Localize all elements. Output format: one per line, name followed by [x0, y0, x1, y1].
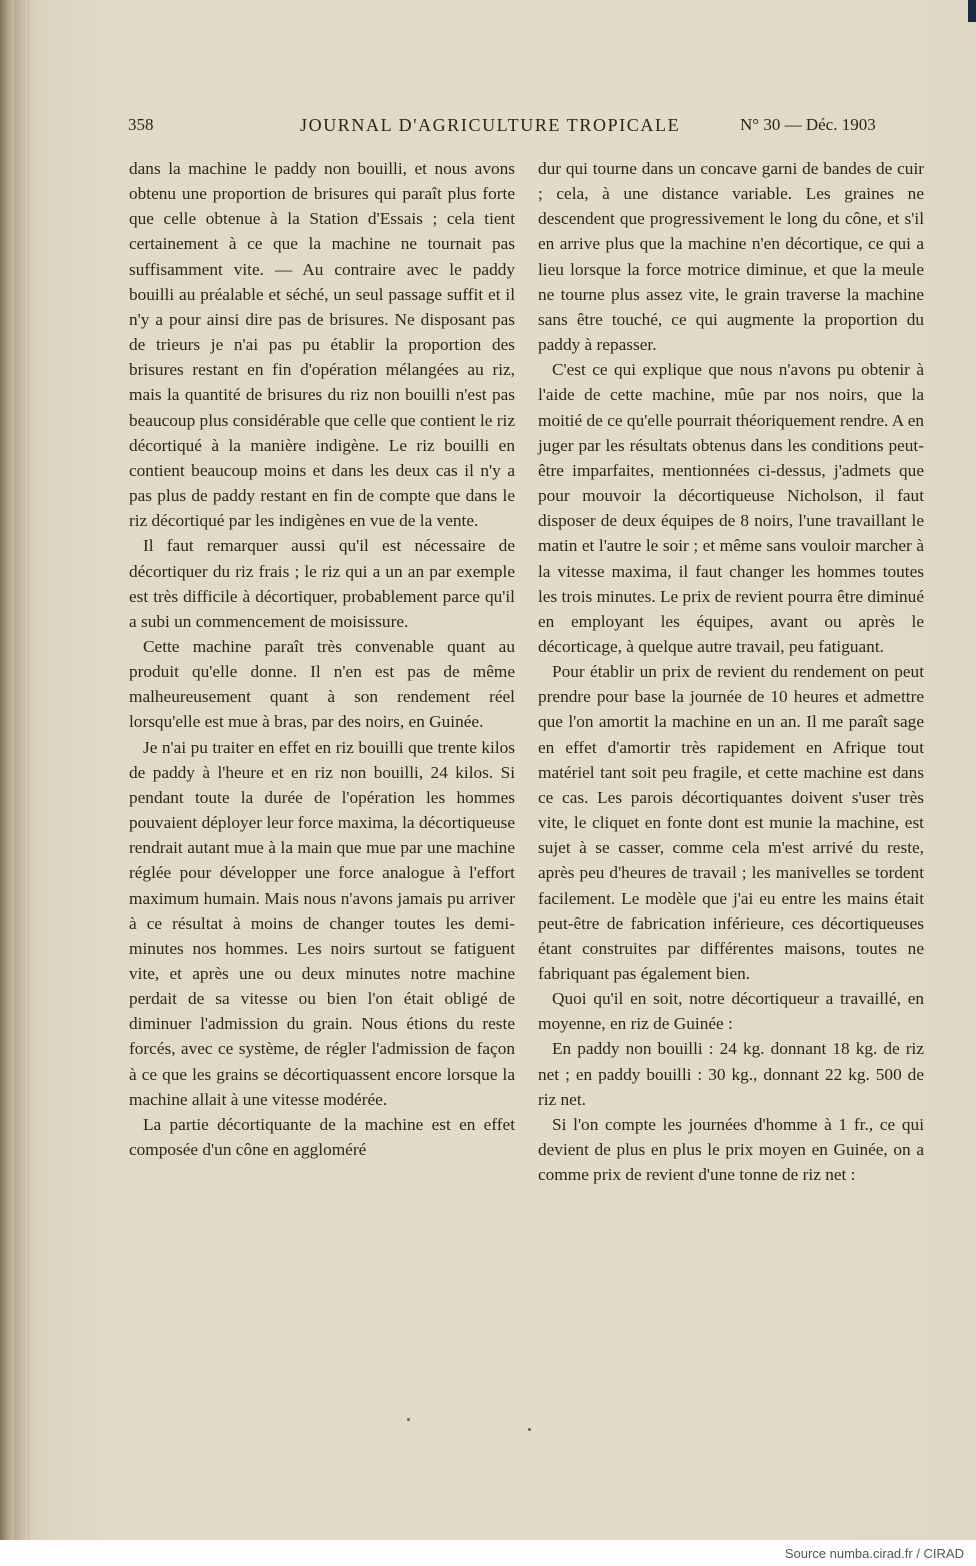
ink-speck — [407, 1418, 410, 1421]
paragraph: Il faut remarquer aussi qu'il est nécessaire de décortiquer du riz frais ; le riz qui a un an par exemple est très difficile à décortiquer, probablement parce qu'il a subi un commencement de moisissure. — [129, 536, 515, 631]
paragraph: Quoi qu'il en soit, notre décortiqueur a travaillé, en moyenne, en riz de Guinée : — [538, 989, 924, 1034]
journal-title: JOURNAL D'AGRICULTURE TROPICALE — [300, 115, 681, 135]
source-credit: Source numba.cirad.fr / CIRAD — [784, 1546, 964, 1561]
paragraph: Pour établir un prix de revient du rendement on peut prendre pour base la journée de 10 heures et admettre que l'on amortit la machine en un an. Il me paraît sage en effet d'amortir très rapidement en Afrique tout matériel tant soit peu fragile, et cette machine est dans ce cas. Les parois décortiquantes doivent s'user très vite, le cliquet en fonte dont est munie la machine, est sujet à se casser, comme cela m'est arrivé du reste, après peu d'heures de travail ; les manivelles se tordent facilement. Le modèle que j'ai eu entre les mains était peut-être de fabrication inférieure, ces décortiqueuses étant construites par différentes maisons, toutes ne fabriquant pas également bien. — [538, 662, 924, 983]
ink-speck — [528, 1428, 531, 1431]
paragraph: C'est ce qui explique que nous n'avons pu obtenir à l'aide de cette machine, mûe par nos noirs, que la moitié de ce qu'elle pourrait théoriquement rendre. A en juger par les résultats obtenus dans les conditions peut-être imparfaites, mentionnées ci-dessus, j'admets que pour mouvoir la décortiqueuse Nicholson, il faut disposer de deux équipes de 8 noirs, l'une travaillant le matin et l'autre le soir ; et même sans vouloir marcher à la vitesse maxima, il faut changer les hommes toutes les trois minutes. Le prix de revient pourra être diminué en employant les équipes, avant ou après le décorticage, à quelque autre travail, peu fatiguant. — [538, 360, 924, 656]
paragraph: Cette machine paraît très convenable quant au produit qu'elle donne. Il n'en est pas de même malheureusement quant à son rendement réel lorsqu'elle est mue à bras, par des noirs, en Guinée. — [129, 636, 515, 732]
right-column — [538, 156, 924, 1187]
page-number: 358 — [128, 115, 154, 134]
page-gutter — [14, 0, 29, 1540]
issue-info: N° 30 — Déc. 1903 — [740, 115, 876, 134]
paragraph: En paddy non bouilli : 24 kg. donnant 18 kg. de riz net ; en paddy bouilli : 30 kg., donnant 22 kg. 500 de riz net. — [538, 1039, 924, 1109]
paragraph: Si l'on compte les journées d'homme à 1 fr., ce qui devient de plus en plus le prix moyen en Guinée, on a comme prix de revient d'une tonne de riz net : — [538, 1114, 924, 1185]
paragraph: Je n'ai pu traiter en effet en riz bouilli que trente kilos de paddy à l'heure et en riz non bouilli, 24 kilos. Si pendant toute la durée de l'opération les hommes pouvaient déployer leur force maxima, la décortiqueuse rendrait autant mue à la main que mue par une machine réglée pour développer une force analogue à l'effort maximum humain. Mais nous n'avons jamais pu arriver à ce résultat à moins de changer toutes les demi-minutes nos hommes. Les noirs surtout se fatiguent vite, et après une ou deux minutes notre machine perdait de sa vitesse ou bien l'on était obligé de diminuer l'admission du grain. Nous étions du reste forcés, avec ce système, de régler l'admission de façon à ce que les grains se décortiquassent encore lorsque la machine allait à une vitesse modérée. — [129, 737, 515, 1109]
paragraph: dans la machine le paddy non bouilli, et nous avons obtenu une proportion de brisures qui paraît plus forte que celle obtenue à la Station d'Essais ; cela tient certainement à ce que la machine ne tournait pas suffisamment vite. — Au contraire avec le paddy bouilli au préalable et séché, un seul passage suffit et il n'y a pour ainsi dire pas de brisures. Ne disposant pas de trieurs je n'ai pas pu établir la proportion des brisures restant en fin d'opération mélangées au riz, mais la quantité de brisures du riz non bouilli n'est pas beaucoup plus considérable que celle que contient le riz décortiqué à la manière indigène. Le riz bouilli en contient beaucoup moins et dans les deux cas il n'y a pas plus de paddy restant en fin de compte que dans le riz décortiqué par les indigènes en vue de la vente. — [129, 159, 515, 531]
scan-edge — [968, 0, 976, 22]
paragraph: dur qui tourne dans un concave garni de bandes de cuir ; cela, à une distance variable. Les graines ne descendent que progressivement le long du cône, et s'il en arrive plus que la machine n'en décortique, ce qui a lieu lorsque la force motrice diminue, et que la meule ne tourne plus assez vite, le grain traverse la machine sans être touché, ce qui augmente la proportion du paddy à repasser. — [538, 159, 924, 355]
running-header — [128, 115, 928, 141]
paragraph: La partie décortiquante de la machine est en effet composée d'un cône en aggloméré — [129, 1114, 515, 1160]
left-column — [129, 156, 515, 1162]
book-spine — [0, 0, 14, 1540]
